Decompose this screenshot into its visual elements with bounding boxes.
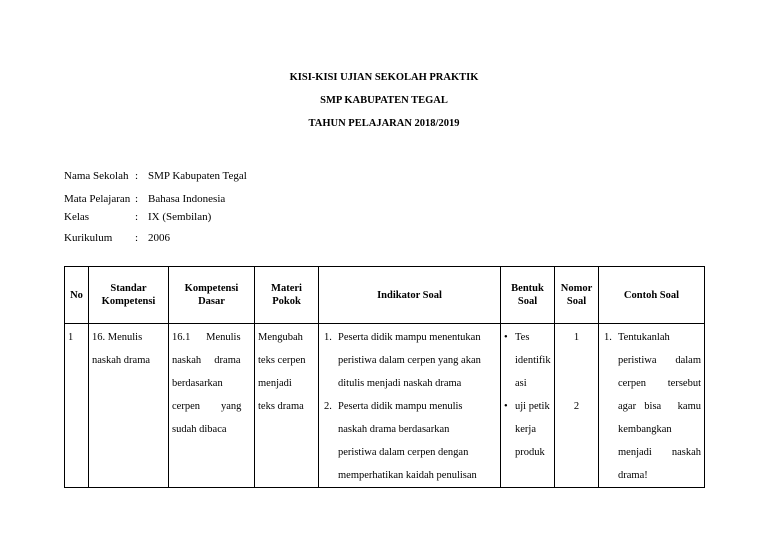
header-text: Soal bbox=[517, 296, 538, 307]
indikator-line: peristiwa dalam cerpen dengan bbox=[338, 447, 469, 458]
contoh-line: kembangkan bbox=[618, 424, 672, 435]
bentuk-text: uji petik bbox=[515, 401, 550, 412]
contoh-line: cerpen tersebut bbox=[618, 378, 701, 389]
kisi-table bbox=[64, 266, 705, 488]
header-text: Pokok bbox=[272, 296, 301, 307]
indikator-line bbox=[322, 395, 497, 418]
cell-line: cerpen yang bbox=[172, 401, 242, 412]
header-standar-kompetensi bbox=[89, 267, 169, 324]
bentuk-line: kerja bbox=[515, 424, 536, 435]
cell-standar-kompetensi bbox=[89, 324, 169, 488]
header-kompetensi-dasar bbox=[169, 267, 255, 324]
cell-bentuk-soal bbox=[501, 324, 555, 488]
header-indikator-soal: Indikator Soal bbox=[319, 267, 501, 324]
header-no: No bbox=[65, 267, 89, 324]
cell-line: teks cerpen bbox=[258, 355, 306, 366]
info-label: Nama Sekolah bbox=[64, 170, 129, 182]
indikator-line: memperhatikan kaidah penulisan bbox=[338, 470, 477, 481]
cell-line: sudah dibaca bbox=[172, 424, 227, 435]
info-label: Mata Pelajaran bbox=[64, 193, 131, 205]
cell-line: menjadi bbox=[258, 378, 292, 389]
nomor-line: 2 bbox=[573, 401, 580, 412]
indikator-line: ditulis menjadi naskah drama bbox=[338, 378, 462, 389]
info-value: Bahasa Indonesia bbox=[148, 193, 226, 205]
info-value: 2006 bbox=[148, 232, 170, 244]
indikator-text: Peserta didik mampu menentukan bbox=[338, 332, 481, 343]
cell-indikator-soal bbox=[319, 324, 501, 488]
nomor-spacer bbox=[558, 372, 595, 395]
header-bentuk-soal bbox=[501, 267, 555, 324]
cell-line: 16.1 Menulis bbox=[172, 332, 241, 343]
cell-nomor-soal bbox=[555, 324, 599, 488]
header-materi-pokok bbox=[255, 267, 319, 324]
list-number: 1. bbox=[324, 332, 332, 343]
contoh-line: peristiwa dalam bbox=[618, 355, 701, 366]
cell-contoh-soal bbox=[599, 324, 705, 488]
info-value: IX (Sembilan) bbox=[148, 211, 212, 223]
doc-title: KISI-KISI UJIAN SEKOLAH PRAKTIK bbox=[289, 72, 479, 83]
contoh-line: menjadi naskah bbox=[618, 447, 701, 458]
header-text: Nomor bbox=[560, 283, 593, 294]
bentuk-line: asi bbox=[515, 378, 527, 389]
info-label: Kelas bbox=[64, 211, 90, 223]
cell-line: Mengubah bbox=[258, 332, 303, 343]
contoh-line: drama! bbox=[618, 470, 648, 481]
bentuk-line: produk bbox=[515, 447, 545, 458]
doc-school: SMP KABUPATEN TEGAL bbox=[320, 95, 448, 106]
bullet-icon: • bbox=[504, 401, 508, 412]
indikator-line: naskah drama berdasarkan bbox=[338, 424, 450, 435]
header-text: Materi bbox=[271, 283, 302, 294]
nomor-spacer bbox=[558, 349, 595, 372]
info-separator: : bbox=[135, 211, 139, 223]
header-text: Soal bbox=[566, 296, 587, 307]
doc-year: TAHUN PELAJARAN 2018/2019 bbox=[308, 118, 460, 129]
bentuk-text: Tes bbox=[515, 332, 530, 343]
bentuk-line: identifik bbox=[515, 355, 551, 366]
header-text: Bentuk bbox=[511, 283, 544, 294]
bentuk-line bbox=[504, 326, 551, 349]
info-label: Kurikulum bbox=[64, 232, 113, 244]
bentuk-line bbox=[504, 395, 551, 418]
bullet-icon: • bbox=[504, 332, 508, 343]
table-row bbox=[65, 324, 705, 488]
cell-line: berdasarkan bbox=[172, 378, 223, 389]
table-header-row bbox=[65, 267, 705, 324]
cell-line: 1 bbox=[68, 332, 74, 343]
header-contoh-soal: Contoh Soal bbox=[599, 267, 705, 324]
list-number: 1. bbox=[604, 332, 612, 343]
cell-line: teks drama bbox=[258, 401, 304, 412]
contoh-line bbox=[602, 326, 701, 349]
header-text: Kompetensi bbox=[101, 296, 156, 307]
cell-kompetensi-dasar bbox=[169, 324, 255, 488]
cell-line: 16. Menulis bbox=[92, 332, 143, 343]
cell-no bbox=[65, 324, 89, 488]
info-separator: : bbox=[135, 232, 139, 244]
info-value: SMP Kabupaten Tegal bbox=[148, 170, 247, 182]
header-text: Standar bbox=[110, 283, 147, 294]
indikator-text: Peserta didik mampu menulis bbox=[338, 401, 463, 412]
contoh-line: agar bisa kamu bbox=[618, 401, 701, 412]
info-separator: : bbox=[135, 193, 139, 205]
header-text: Dasar bbox=[198, 296, 225, 307]
list-number: 2. bbox=[324, 401, 332, 412]
header-nomor-soal bbox=[555, 267, 599, 324]
cell-line: naskah drama bbox=[172, 355, 241, 366]
nomor-line: 1 bbox=[573, 332, 580, 343]
indikator-line bbox=[322, 326, 497, 349]
cell-line: naskah drama bbox=[92, 355, 151, 366]
indikator-line: peristiwa dalam cerpen yang akan bbox=[338, 355, 481, 366]
header-text: Kompetensi bbox=[184, 283, 239, 294]
contoh-text: Tentukanlah bbox=[618, 332, 670, 343]
info-separator: : bbox=[135, 170, 139, 182]
cell-materi-pokok bbox=[255, 324, 319, 488]
